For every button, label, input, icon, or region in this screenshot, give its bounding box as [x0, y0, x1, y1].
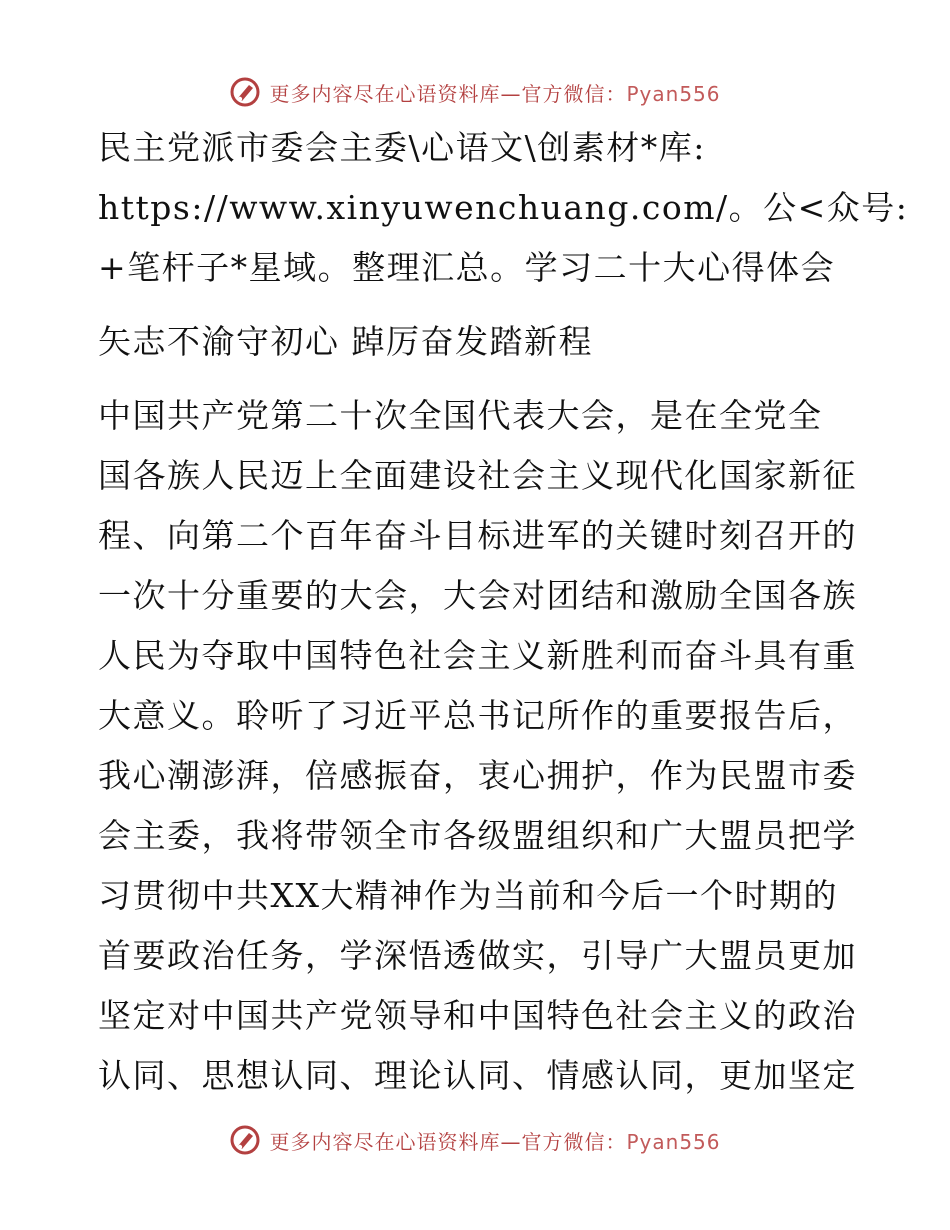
body-line: 坚定对中国共产党领导和中国特色社会主义的政治	[98, 996, 857, 1035]
body-line: 会主委，我将带领全市各级盟组织和广大盟员把学	[98, 816, 857, 855]
body-line: 大意义。聆听了习近平总书记所作的重要报告后，	[98, 696, 857, 735]
body-line: 中国共产党第二十次全国代表大会，是在全党全	[98, 396, 823, 435]
body-line: 认同、思想认同、理论认同、情感认同，更加坚定	[98, 1056, 857, 1095]
brand-logo-icon	[229, 76, 261, 108]
body-line: 程、向第二个百年奋斗目标进军的关键时刻召开的	[98, 516, 857, 555]
footer-watermark	[0, 1120, 950, 1160]
body-line: 习贯彻中共XX大精神作为当前和今后一个时期的	[98, 876, 838, 915]
header-line: https://www.xinyuwenchuang.com/。公<众号:	[98, 188, 909, 227]
body-line: 人民为夺取中国特色社会主义新胜利而奋斗具有重	[98, 636, 857, 675]
body-line: 国各族人民迈上全面建设社会主义现代化国家新征	[98, 456, 857, 495]
banner-handle: Pyan556	[626, 1129, 721, 1154]
banner-handle: Pyan556	[626, 81, 721, 106]
banner-text: 更多内容尽在心语资料库—官方微信：	[269, 81, 627, 106]
banner-text: 更多内容尽在心语资料库—官方微信：	[269, 1129, 627, 1154]
header-watermark	[0, 72, 950, 112]
brand-logo-icon	[229, 1124, 261, 1156]
body-line: 一次十分重要的大会，大会对团结和激励全国各族	[98, 576, 857, 615]
document-title: 矢志不渝守初心 踔厉奋发踏新程	[98, 322, 593, 361]
body-line: 我心潮澎湃，倍感振奋，衷心拥护，作为民盟市委	[98, 756, 857, 795]
document-body	[98, 118, 909, 1106]
header-line: +笔杆子*星域。整理汇总。学习二十大心得体会	[98, 248, 836, 287]
body-line: 首要政治任务，学深悟透做实，引导广大盟员更加	[98, 936, 857, 975]
header-line: 民主党派市委会主委\心语文\创素材*库:	[98, 128, 706, 167]
